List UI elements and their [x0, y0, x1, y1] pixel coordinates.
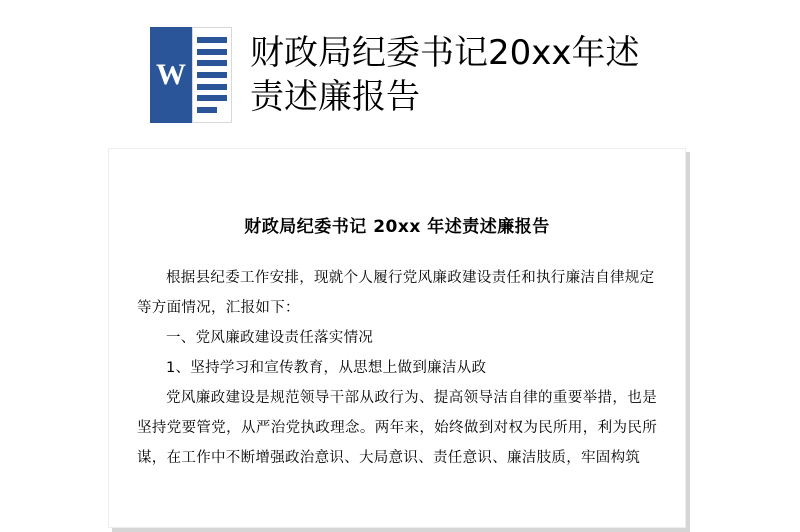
word-icon-line: [197, 95, 227, 101]
page-title: 财政局纪委书记20xx年述责述廉报告: [250, 33, 640, 117]
word-icon-line: [197, 49, 227, 55]
document-sheet: [108, 148, 686, 528]
word-icon-line: [197, 37, 227, 43]
word-icon-line: [197, 84, 227, 90]
document-paragraph: 根据县纪委工作安排，现就个人履行党风廉政建设责任和执行廉洁自律规定等方面情况，汇报如下：: [137, 270, 655, 316]
word-icon-line: [197, 72, 227, 78]
document-body: [109, 149, 685, 473]
document-paragraph: 党风廉政建设是规范领导干部从政行为、提高领导洁自律的重要举措，也是坚持党要管党，从严治党执政理念。两年来，始终做到对权为民所用，利为民所谋，在工作中不断增强政治意识、大局意识、责任意识、廉洁肢质，牢固构筑: [137, 390, 657, 466]
word-icon-letter: W: [156, 58, 186, 91]
header-inner: [150, 27, 650, 123]
word-icon-text-lines: [197, 37, 227, 113]
word-icon-line: [197, 107, 217, 113]
document-paragraph: 一、党风廉政建设责任落实情况: [166, 330, 374, 346]
document-paragraph: 1、坚持学习和宣传教育，从思想上做到廉洁从政: [166, 360, 487, 376]
document-title: 财政局纪委书记 20xx 年述责述廉报告: [244, 217, 550, 237]
word-icon-line: [197, 60, 227, 66]
preview-header: [0, 0, 800, 150]
word-document-icon: [150, 27, 232, 123]
